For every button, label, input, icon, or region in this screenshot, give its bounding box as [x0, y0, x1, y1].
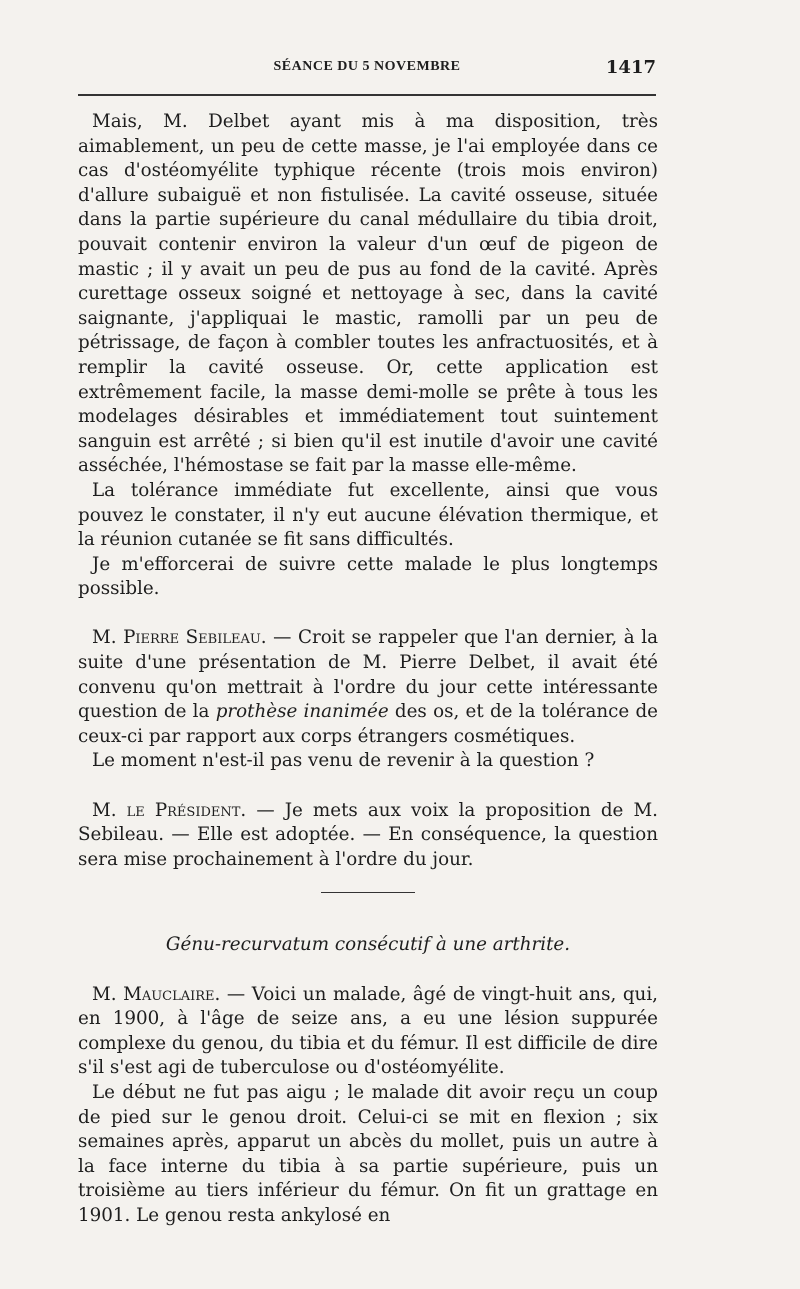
section-divider — [321, 892, 415, 893]
italic-term: prothèse inanimée — [215, 701, 389, 723]
spacer — [78, 602, 658, 627]
body-text — [78, 110, 658, 1229]
paragraph-onset: Le début ne fut pas aigu ; le malade dit avoir reçu un coup de pied sur le genou droit. Celui-ci se mit en flexion ; six semaines après, apparut un abcès du mollet, puis un autre à la face interne du tibia à sa partie supérieure, puis un troisième au tiers inférieur du fémur. On fit un grattage en 1901. Le genou resta ankylosé en — [78, 1081, 658, 1226]
paragraph-sebileau — [78, 626, 658, 749]
paragraph-text: des os, et de la tolérance de ceux-ci par rapport aux corps étrangers cosmétiques. — [78, 701, 658, 747]
paragraph-mauclaire — [78, 983, 658, 1081]
paragraph-text: — Je mets aux voix la proposition de M. Sebileau. — Elle est adoptée. — En conséquence, la question sera mise prochainement à l'ordre du jour. — [78, 799, 658, 870]
running-head — [78, 57, 656, 87]
spacer — [78, 958, 658, 983]
paragraph-question: Le moment n'est-il pas venu de revenir à la question ? — [92, 750, 595, 772]
header-rule — [78, 94, 656, 96]
paragraph-text: — Croit se rappeler que l'an dernier, à la suite d'une présentation de M. Pierre Delbet, il avait été convenu qu'on mettrait à l'ordre du jour cette intéressante question de la — [78, 627, 658, 723]
section-title: Génu-recurvatum consécutif à une arthrite. — [165, 934, 571, 956]
speaker-name: M. Pierre Sebileau. — [92, 627, 267, 649]
paragraph-text: — Voici un malade, âgé de vingt-huit ans, qui, en 1900, à l'âge de seize ans, a eu une lésion suppurée complexe du genou, du tibia et du fémur. Il est difficile de dire s'il s'est agi de tuberculose ou d'ostéomyélite. — [78, 983, 658, 1079]
paragraph-mastic-application: Mais, M. Delbet ayant mis à ma disposition, très aimablement, un peu de cette masse, je l'ai employée dans ce cas d'ostéomyélite typhique récente (trois mois environ) d'allure subaiguë et non fistulisée. La cavité osseuse, située dans la partie supérieure du canal médullaire du tibia droit, pouvait contenir environ la valeur d'un œuf de pigeon de mastic ; il y avait un peu de pus au fond de la cavité. Après curettage osseux soigné et nettoyage à sec, dans la cavité saignante, j'appliquai le mastic, ramolli par un peu de pétrissage, de façon à combler toutes les anfractuosités, et à remplir la cavité osseuse. Or, cette application est extrêmement facile, la masse demi-molle se prête à tous les modelages désirables et immédiatement tout suintement sanguin est arrêté ; si bien qu'il est inutile d'avoir une cavité asséchée, l'hémostase se fait par la masse elle-même. — [78, 111, 658, 477]
paragraph-tolerance: La tolérance immédiate fut excellente, ainsi que vous pouvez le constater, il n'y eut aucune élévation thermique, et la réunion cutanée se fit sans difficultés. — [78, 479, 658, 551]
running-title: SÉANCE DU 5 NOVEMBRE — [273, 59, 461, 74]
speaker-name: M. Mauclaire. — [92, 983, 221, 1005]
paragraph-follow-up: Je m'efforcerai de suivre cette malade le plus longtemps possible. — [78, 553, 658, 600]
spacer — [78, 774, 658, 799]
paragraph-president — [78, 799, 658, 873]
speaker-name: M. le Président. — [92, 799, 247, 821]
page-number: 1417 — [605, 57, 656, 78]
